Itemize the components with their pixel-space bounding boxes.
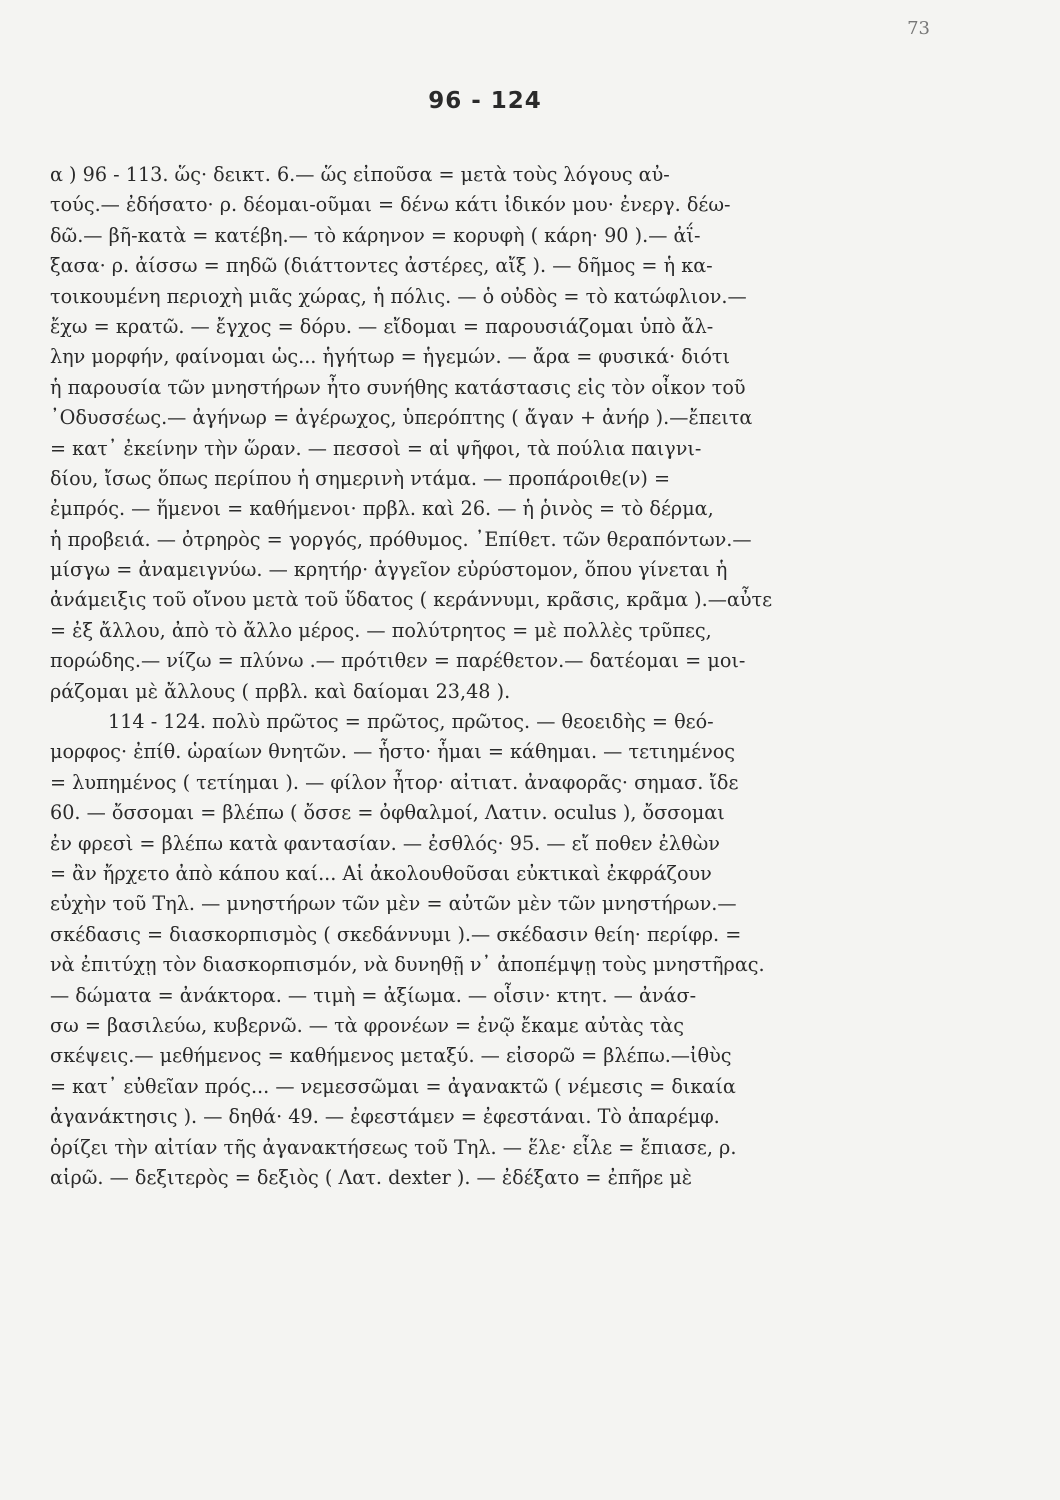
text-line: σω = βασιλεύω, κυβερνῶ. — τὰ φρονέων = ἐνῷ ἔκαμε αὐτὰς τὰς [50,1013,685,1037]
text-line: ἐν φρεσὶ = βλέπω κατὰ φαντασίαν. — ἐσθλός· 95. — εἴ ποθεν ἐλθὼν [50,831,720,855]
text-line: λην μορφήν, φαίνομαι ὡς... ἡγήτωρ = ἡγεμών. — ἄρα = φυσικά· διότι [50,345,731,369]
text-line: σκέδασις = διασκορπισμὸς ( σκεδάννυμι ).— σκέδασιν θείη· περίφρ. = [50,922,742,946]
text-line: δῶ.— βῆ-κατὰ = κατέβη.— τὸ κάρηνον = κορυφὴ ( κάρη· 90 ).— ἀΐ- [50,223,701,247]
page-number: 73 [907,18,930,39]
text-line: ἀνάμειξις τοῦ οἴνου μετὰ τοῦ ὕδατος ( κεράννυμι, κρᾶσις, κρᾶμα ).—αὖτε [50,588,773,612]
text-line: = κατ᾿ εὐθεῖαν πρός... — νεμεσσῶμαι = ἀγανακτῶ ( νέμεσις = δικαία [50,1074,736,1098]
text-line: α ) 96 - 113. ὥς· δεικτ. 6.— ὥς εἰποῦσα = μετὰ τοὺς λόγους αὐ- [50,163,670,186]
text-line: ράζομαι μὲ ἄλλους ( πρβλ. καὶ δαίομαι 23,48 ). [50,679,511,703]
text-line: ἡ προβειά. — ὀτρηρὸς = γοργός, πρόθυμος. ᾿Επίθετ. τῶν θεραπόντων.— [50,527,752,551]
text-line: αἱρῶ. — δεξιτερὸς = δεξιὸς ( Λατ. dexter ). — ἐδέξατο = ἐπῆρε μὲ [50,1165,693,1189]
text-line: = ἐξ ἄλλου, ἀπὸ τὸ ἄλλο μέρος. — πολύτρητος = μὲ πολλὲς τρῦπες, [50,618,712,642]
text-line: πορώδης.— νίζω = πλύνω .— πρότιθεν = παρέθετον.— δατέομαι = μοι- [50,649,746,673]
text-line: ἡ παρουσία τῶν μνηστήρων ἦτο συνήθης κατάστασις εἰς τὸν οἶκον τοῦ [50,375,746,399]
text-line: = κατ᾿ ἐκείνην τὴν ὥραν. — πεσσοὶ = αἱ ψῆφοι, τὰ πούλια παιγνι- [50,436,702,460]
text-line: 114 - 124. πολὺ πρῶτος = πρῶτος, πρῶτος. — θεοειδὴς = θεό- [108,710,714,734]
text-line: ἔχω = κρατῶ. — ἔγχος = δόρυ. — εἴδομαι = παρουσιάζομαι ὑπὸ ἄλ- [50,314,714,338]
section-title: 96 - 124 [428,88,542,114]
commentary-text [50,160,940,1193]
text-line: 60. — ὄσσομαι = βλέπω ( ὄσσε = ὀφθαλμοί, Λατιν. oculus ), ὄσσομαι [50,801,725,825]
text-line: δίου, ἴσως ὅπως περίπου ἡ σημερινὴ ντάμα. — προπάροιθε(ν) = [50,466,671,490]
text-line: τοικουμένη περιοχὴ μιᾶς χώρας, ἡ πόλις. — ὁ οὐδὸς = τὸ κατώφλιον.— [50,284,747,308]
text-line: μίσγω = ἀναμειγνύω. — κρητήρ· ἀγγεῖον εὐρύστομον, ὅπου γίνεται ἡ [50,558,728,582]
text-line: ἀγανάκτησις ). — δηθά· 49. — ἐφεστάμεν = ἐφεστάναι. Τὸ ἀπαρέμφ. [50,1105,720,1129]
text-line: τούς.— ἐδήσατο· ρ. δέομαι-οῦμαι = δένω κάτι ἰδικόν μου· ἐνεργ. δέω- [50,193,731,217]
text-line: ξασα· ρ. ἀίσσω = πηδῶ (διάττοντες ἀστέρες, αἴξ ). — δῆμος = ἡ κα- [50,254,713,278]
text-line: — δώματα = ἀνάκτορα. — τιμὴ = ἀξίωμα. — οἷσιν· κτητ. — ἀνάσ- [50,983,697,1007]
text-line: = λυπημένος ( τετίημαι ). — φίλον ἦτορ· αἰτιατ. ἀναφορᾶς· σημασ. ἴδε [50,770,739,794]
text-line: ἐμπρός. — ἥμενοι = καθήμενοι· πρβλ. καὶ 26. — ἡ ῥινὸς = τὸ δέρμα, [50,497,714,521]
text-line: ᾿Οδυσσέως.— ἀγήνωρ = ἀγέρωχος, ὑπερόπτης ( ἄγαν + ἀνήρ ).—ἔπειτα [50,406,753,430]
text-line: ὁρίζει τὴν αἰτίαν τῆς ἀγανακτήσεως τοῦ Τηλ. — ἕλε· εἷλε = ἔπιασε, ρ. [50,1135,737,1159]
text-line: μορφος· ἐπίθ. ὡραίων θνητῶν. — ἧστο· ἧμαι = κάθημαι. — τετιημένος [50,740,736,764]
text-line: νὰ ἐπιτύχῃ τὸν διασκορπισμόν, νὰ δυνηθῇ ν᾿ ἀποπέμψῃ τοὺς μνηστῆρας. [50,953,765,977]
text-line: εὐχὴν τοῦ Τηλ. — μνηστήρων τῶν μὲν = αὐτῶν μὲν τῶν μνηστήρων.— [50,892,737,916]
text-line: σκέψεις.— μεθήμενος = καθήμενος μεταξύ. — εἰσορῶ = βλέπω.—ἰθὺς [50,1044,732,1068]
text-line: = ἂν ἤρχετο ἀπὸ κάπου καί... Αἱ ἀκολουθοῦσαι εὐκτικαὶ ἐκφράζουν [50,861,712,885]
